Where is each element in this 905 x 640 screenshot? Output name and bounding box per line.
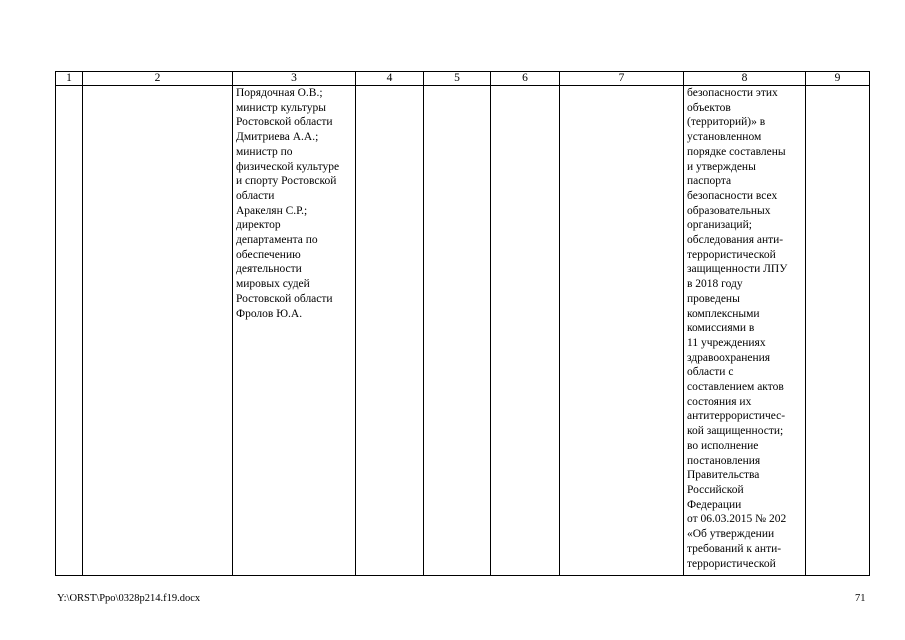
column-header-8: 8 (684, 72, 806, 86)
cell-responsible-persons: Порядочная О.В.; министр культуры Ростовской области Дмитриева А.А.; министр по физической культуре и спорту Ростовской области Аракелян С.Р.; директор департамента по обеспечению деятельности мировых судей Ростовской области Фролов Ю.А. (233, 86, 356, 576)
cell-col9 (806, 86, 870, 576)
table-row (56, 86, 870, 576)
column-header-2: 2 (83, 72, 233, 86)
footer-file-path: Y:\ORST\Ppo\0328p214.f19.docx (57, 593, 201, 604)
header-row (56, 72, 870, 86)
column-header-6: 6 (491, 72, 560, 86)
cell-results-description: безопасности этих объектов (территорий)» в установленном порядке составлены и утверждены паспорта безопасности всех образовательных организаций; обследования анти- террористической защищенности ЛПУ в 2018 году проведены комплексными комиссиями в 11 учреждениях здравоохранения области с составлением актов состояния их антитеррористичес- кой защищенности; во исполнение постановления Правительства Российской Федерации от 06.03.2015 № 202 «Об утверждении требований к анти- террористической (684, 86, 806, 576)
cell-col6 (491, 86, 560, 576)
footer-page-number: 71 (855, 593, 866, 604)
column-header-5: 5 (424, 72, 491, 86)
cell-col7 (560, 86, 684, 576)
data-table (55, 71, 870, 576)
column-header-3: 3 (233, 72, 356, 86)
cell-col5 (424, 86, 491, 576)
cell-col2 (83, 86, 233, 576)
cell-col4 (356, 86, 424, 576)
cell-col1 (56, 86, 83, 576)
column-header-1: 1 (56, 72, 83, 86)
column-header-9: 9 (806, 72, 870, 86)
column-header-4: 4 (356, 72, 424, 86)
column-header-7: 7 (560, 72, 684, 86)
